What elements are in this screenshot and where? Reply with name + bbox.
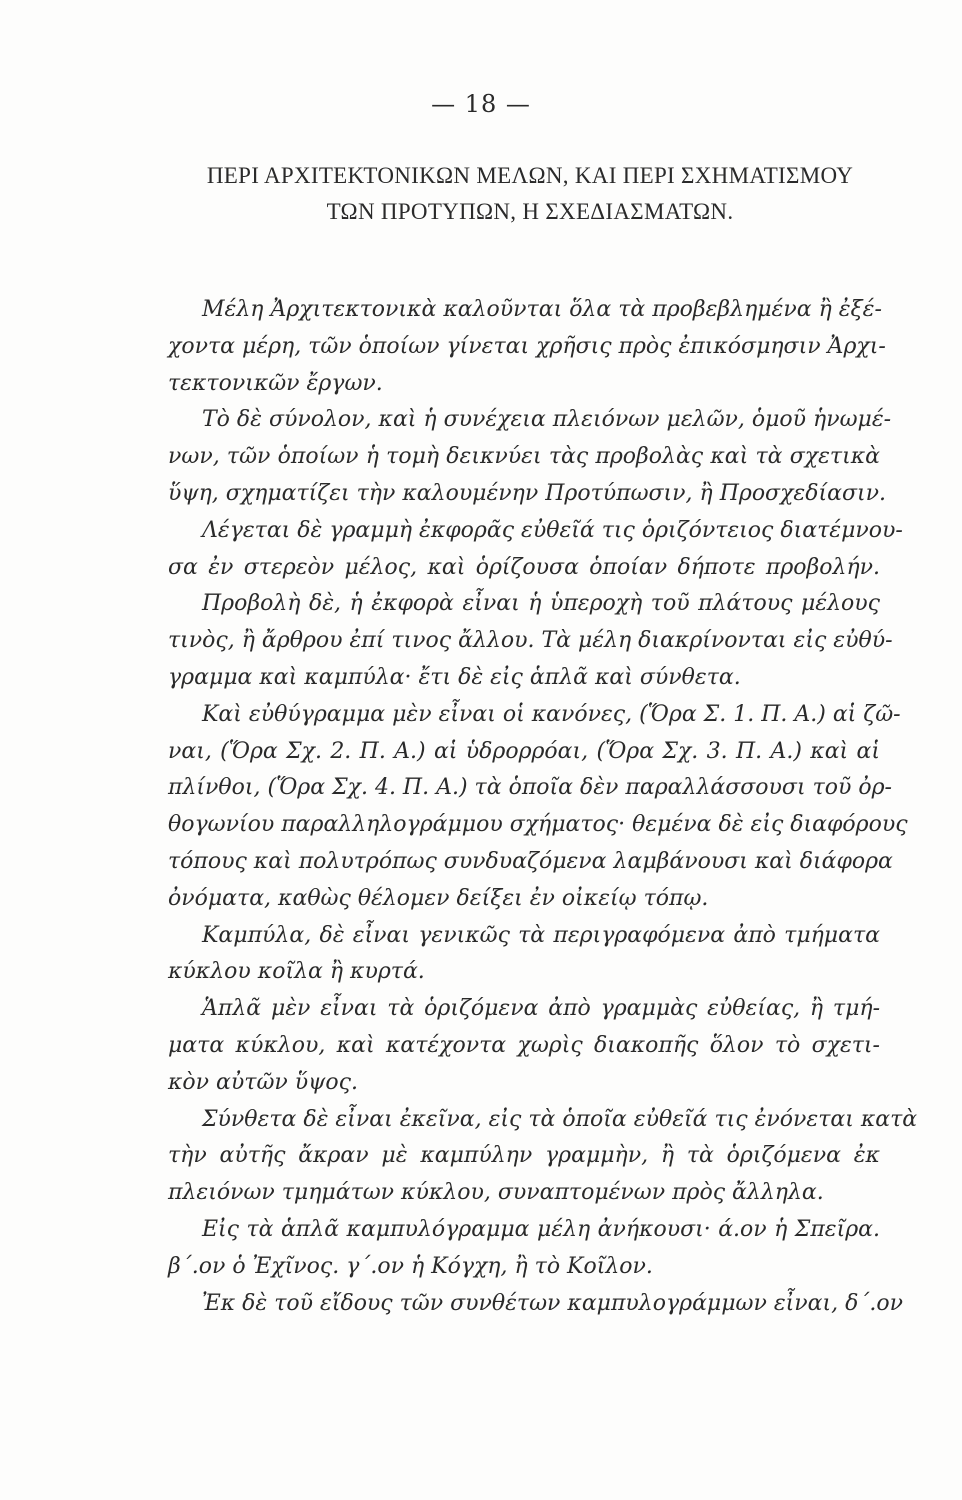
text-line: Σύνθετα δὲ εἶναι ἐκεῖνα, εἰς τὰ ὁποῖα εὐθεῖά τις ἐνόνεται κατὰ [202, 1106, 918, 1132]
text-line: τεκτονικῶν ἔργων. [168, 370, 383, 396]
text-line: Καμπύλα, δὲ εἶναι γενικῶς τὰ περιγραφόμενα ἀπὸ τμήματα [202, 922, 880, 948]
text-line: Λέγεται δὲ γραμμὴ ἐκφορᾶς εὐθεῖά τις ὁριζόντειος διατέμνου- [202, 517, 903, 543]
text-line: κὸν αὐτῶν ὕψος. [168, 1069, 358, 1095]
text-line: κύκλου κοῖλα ἢ κυρτά. [168, 959, 425, 985]
text-line: ὀνόματα, καθὼς θέλομεν δείξει ἐν οἰκείῳ τόπῳ. [168, 885, 709, 911]
heading-line-1: ΠΕΡΙ ΑΡΧΙΤΕΚΤΟΝΙΚΩΝ ΜΕΛΩΝ, ΚΑΙ ΠΕΡΙ ΣΧΗΜΑΤΙΣΜΟΥ [206, 163, 854, 188]
text-line: β΄.ον ὁ Ἐχῖνος. γ΄.ον ἡ Κόγχη, ἢ τὸ Κοῖλον. [168, 1253, 653, 1279]
text-line: σα ἐν στερεὸν μέλος, καὶ ὁρίζουσα ὁποίαν δήποτε προβολήν. [168, 554, 880, 580]
body-text [168, 292, 918, 1322]
text-line: Καὶ εὐθύγραμμα μὲν εἶναι οἱ κανόνες, (Ὅρα Σ. 1. Π. Α.) αἱ ζῶ- [202, 701, 901, 727]
text-line: τόπους καὶ πολυτρόπως συνδυαζόμενα λαμβάνουσι καὶ διάφορα [168, 848, 893, 874]
text-line: νων, τῶν ὁποίων ἡ τομὴ δεικνύει τὰς προβολὰς καὶ τὰ σχετικὰ [168, 444, 880, 470]
text-line: πλειόνων τμημάτων κύκλου, συναπτομένων πρὸς ἄλληλα. [168, 1180, 824, 1206]
text-line: Ἐκ δὲ τοῦ εἴδους τῶν συνθέτων καμπυλογράμμων εἶναι, δ΄.ον [202, 1290, 903, 1316]
text-line: Προβολὴ δὲ, ἡ ἐκφορὰ εἶναι ἡ ὑπεροχὴ τοῦ πλάτους μέλους [202, 591, 880, 617]
text-line: ὕψη, σχηματίζει τὴν καλουμένην Προτύπωσιν, ἢ Προσχεδίασιν. [168, 480, 886, 506]
text-line: Εἰς τὰ ἁπλᾶ καμπυλόγραμμα μέλη ἀνήκουσι· ά.ον ἡ Σπεῖρα. [202, 1216, 880, 1242]
text-line: τινὸς, ἢ ἄρθρου ἐπί τινος ἄλλου. Τὰ μέλη διακρίνονται εἰς εὐθύ- [168, 628, 893, 654]
text-line: θογωνίου παραλληλογράμμου σχήματος· θεμένα δὲ εἰς διαφόρους [168, 812, 908, 838]
heading-line-2: ΤΩΝ ΠΡΟΤΥΠΩΝ, Η ΣΧΕΔΙΑΣΜΑΤΩΝ. [326, 199, 734, 224]
text-line: ματα κύκλου, καὶ κατέχοντα χωρὶς διακοπῆς ὅλον τὸ σχετι- [168, 1032, 880, 1058]
text-line: Τὸ δὲ σύνολον, καὶ ἡ συνέχεια πλειόνων μελῶν, ὁμοῦ ἡνωμέ- [202, 407, 892, 433]
text-line: χοντα μέρη, τῶν ὁποίων γίνεται χρῆσις πρὸς ἐπικόσμησιν Ἀρχι- [168, 333, 886, 359]
page-number: — 18 — [431, 90, 531, 118]
chapter-heading [160, 158, 900, 230]
text-line: ναι, (Ὅρα Σχ. 2. Π. Α.) αἱ ὑδρορρόαι, (Ὅρα Σχ. 3. Π. Α.) καὶ αἱ [168, 738, 880, 764]
text-line: Ἁπλᾶ μὲν εἶναι τὰ ὁριζόμενα ἀπὸ γραμμὰς εὐθείας, ἢ τμή- [202, 996, 880, 1022]
text-line: τὴν αὐτῆς ἄκραν μὲ καμπύλην γραμμὴν, ἢ τὰ ὁριζόμενα ἐκ [168, 1143, 880, 1169]
text-line: πλίνθοι, (Ὅρα Σχ. 4. Π. Α.) τὰ ὁποῖα δὲν παραλλάσσουσι τοῦ ὀρ- [168, 775, 892, 801]
text-line: γραμμα καὶ καμπύλα· ἔτι δὲ εἰς ἁπλᾶ καὶ σύνθετα. [168, 664, 741, 690]
text-line: Μέλη Ἀρχιτεκτονικὰ καλοῦνται ὅλα τὰ προβεβλημένα ἢ ἐξέ- [202, 297, 882, 322]
